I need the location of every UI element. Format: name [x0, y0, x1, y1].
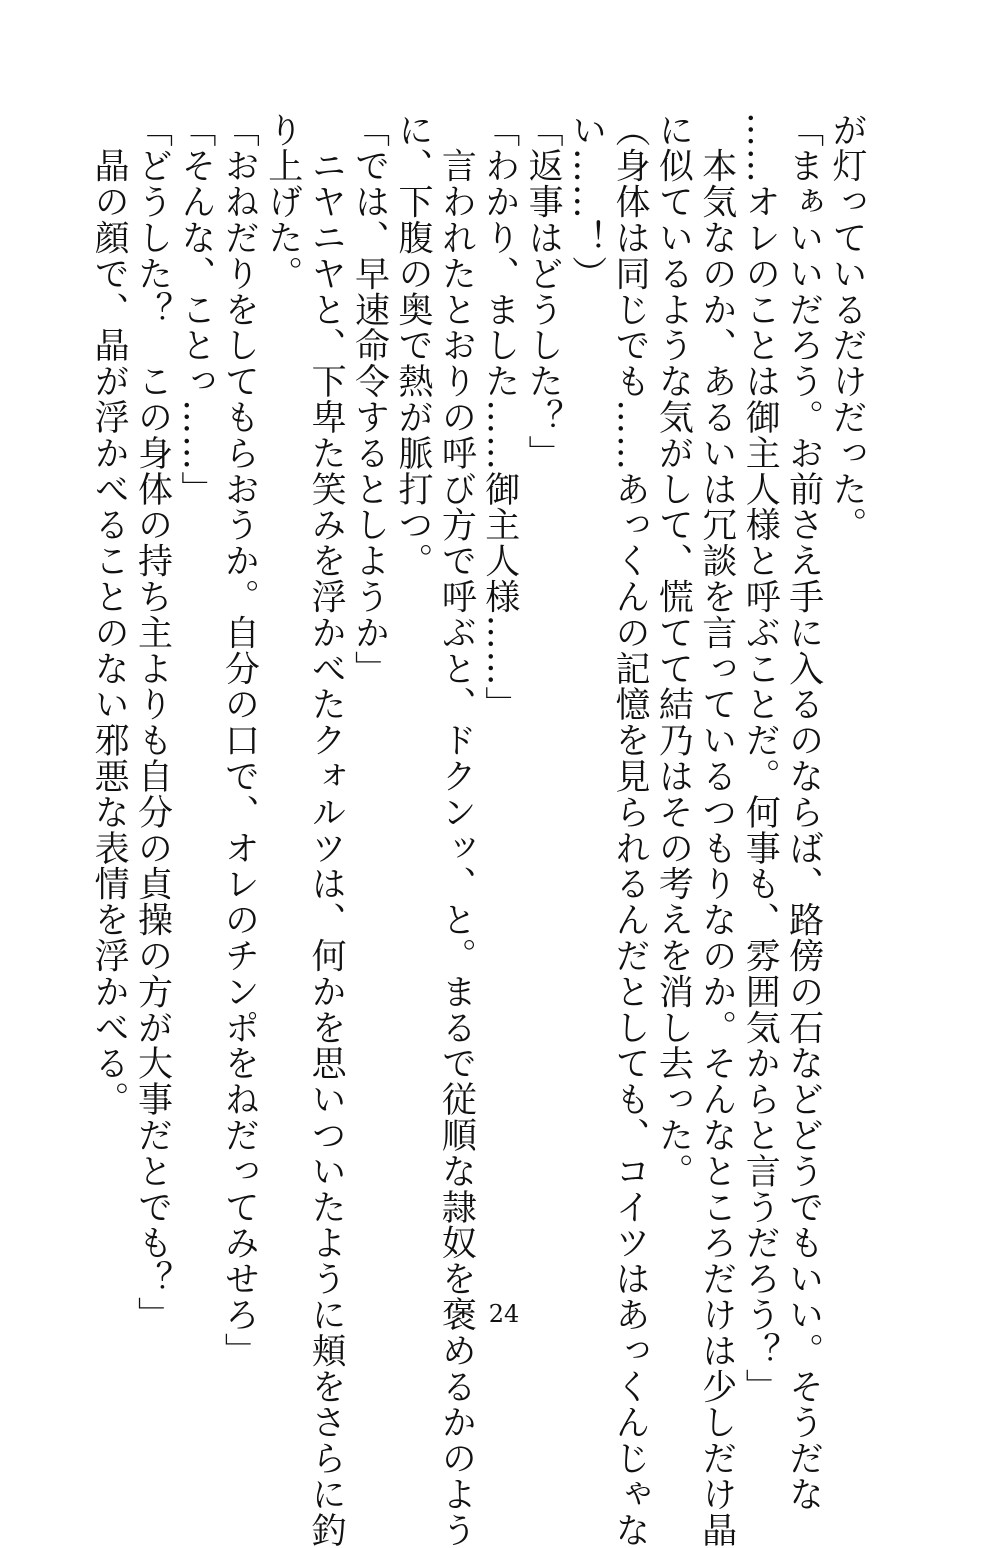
- text-line: が灯っているだけだった。: [827, 112, 867, 543]
- text-line: 「まぁいいだろう。お前さえ手に入るのならば、路傍の石などどうでもいい。そうだな: [783, 112, 824, 1513]
- text-line: 晶の顔で、晶が浮かべることのない邪悪な表情を浮かべる。: [89, 112, 130, 1118]
- text-line: に似ているような気がして、慌てて結乃はその考えを消し去った。: [653, 112, 694, 1189]
- text-line: 「わかり、ました……御主人様……」: [479, 112, 520, 723]
- text-line: ……オレのことは御主人様と呼ぶことだ。何事も、雰囲気からと言うだろう？」: [740, 112, 781, 1405]
- text-line: い……！）: [566, 112, 607, 292]
- text-line: ニヤニヤと、下卑た笑みを浮かべたクォルツは、何かを思いついたように頬をさらに釣: [306, 112, 347, 1548]
- page-number: 24: [488, 1300, 520, 1328]
- text-line: 「返事はどうした？」: [523, 112, 564, 471]
- text-line: 本気なのか、あるいは冗談を言っているつもりなのか。そんなところだけは少しだけ晶: [696, 112, 737, 1548]
- text-line: に、下腹の奥で熱が脈打つ。: [392, 112, 433, 579]
- text-line: 言われたとおりの呼び方で呼ぶと、ドクンッ、と。まるで従順な隷奴を褒めるかのよう: [436, 112, 477, 1548]
- text-line: （身体は同じでも……あっくんの記憶を見られるんだとしても、コイツはあっくんじゃな: [609, 112, 650, 1548]
- text-line: り上げた。: [262, 112, 303, 292]
- text-line: 「そんな、ことっ……」: [175, 112, 216, 507]
- text-line: 「どうした？ この身体の持ち主よりも自分の貞操の方が大事だとでも？」: [132, 112, 173, 1333]
- text-line: 「おねだりをしてもらおうか。自分の口で、オレのチンポをねだってみせろ」: [219, 112, 260, 1369]
- text-line: 「では、早速命令するとしようか」: [349, 112, 390, 687]
